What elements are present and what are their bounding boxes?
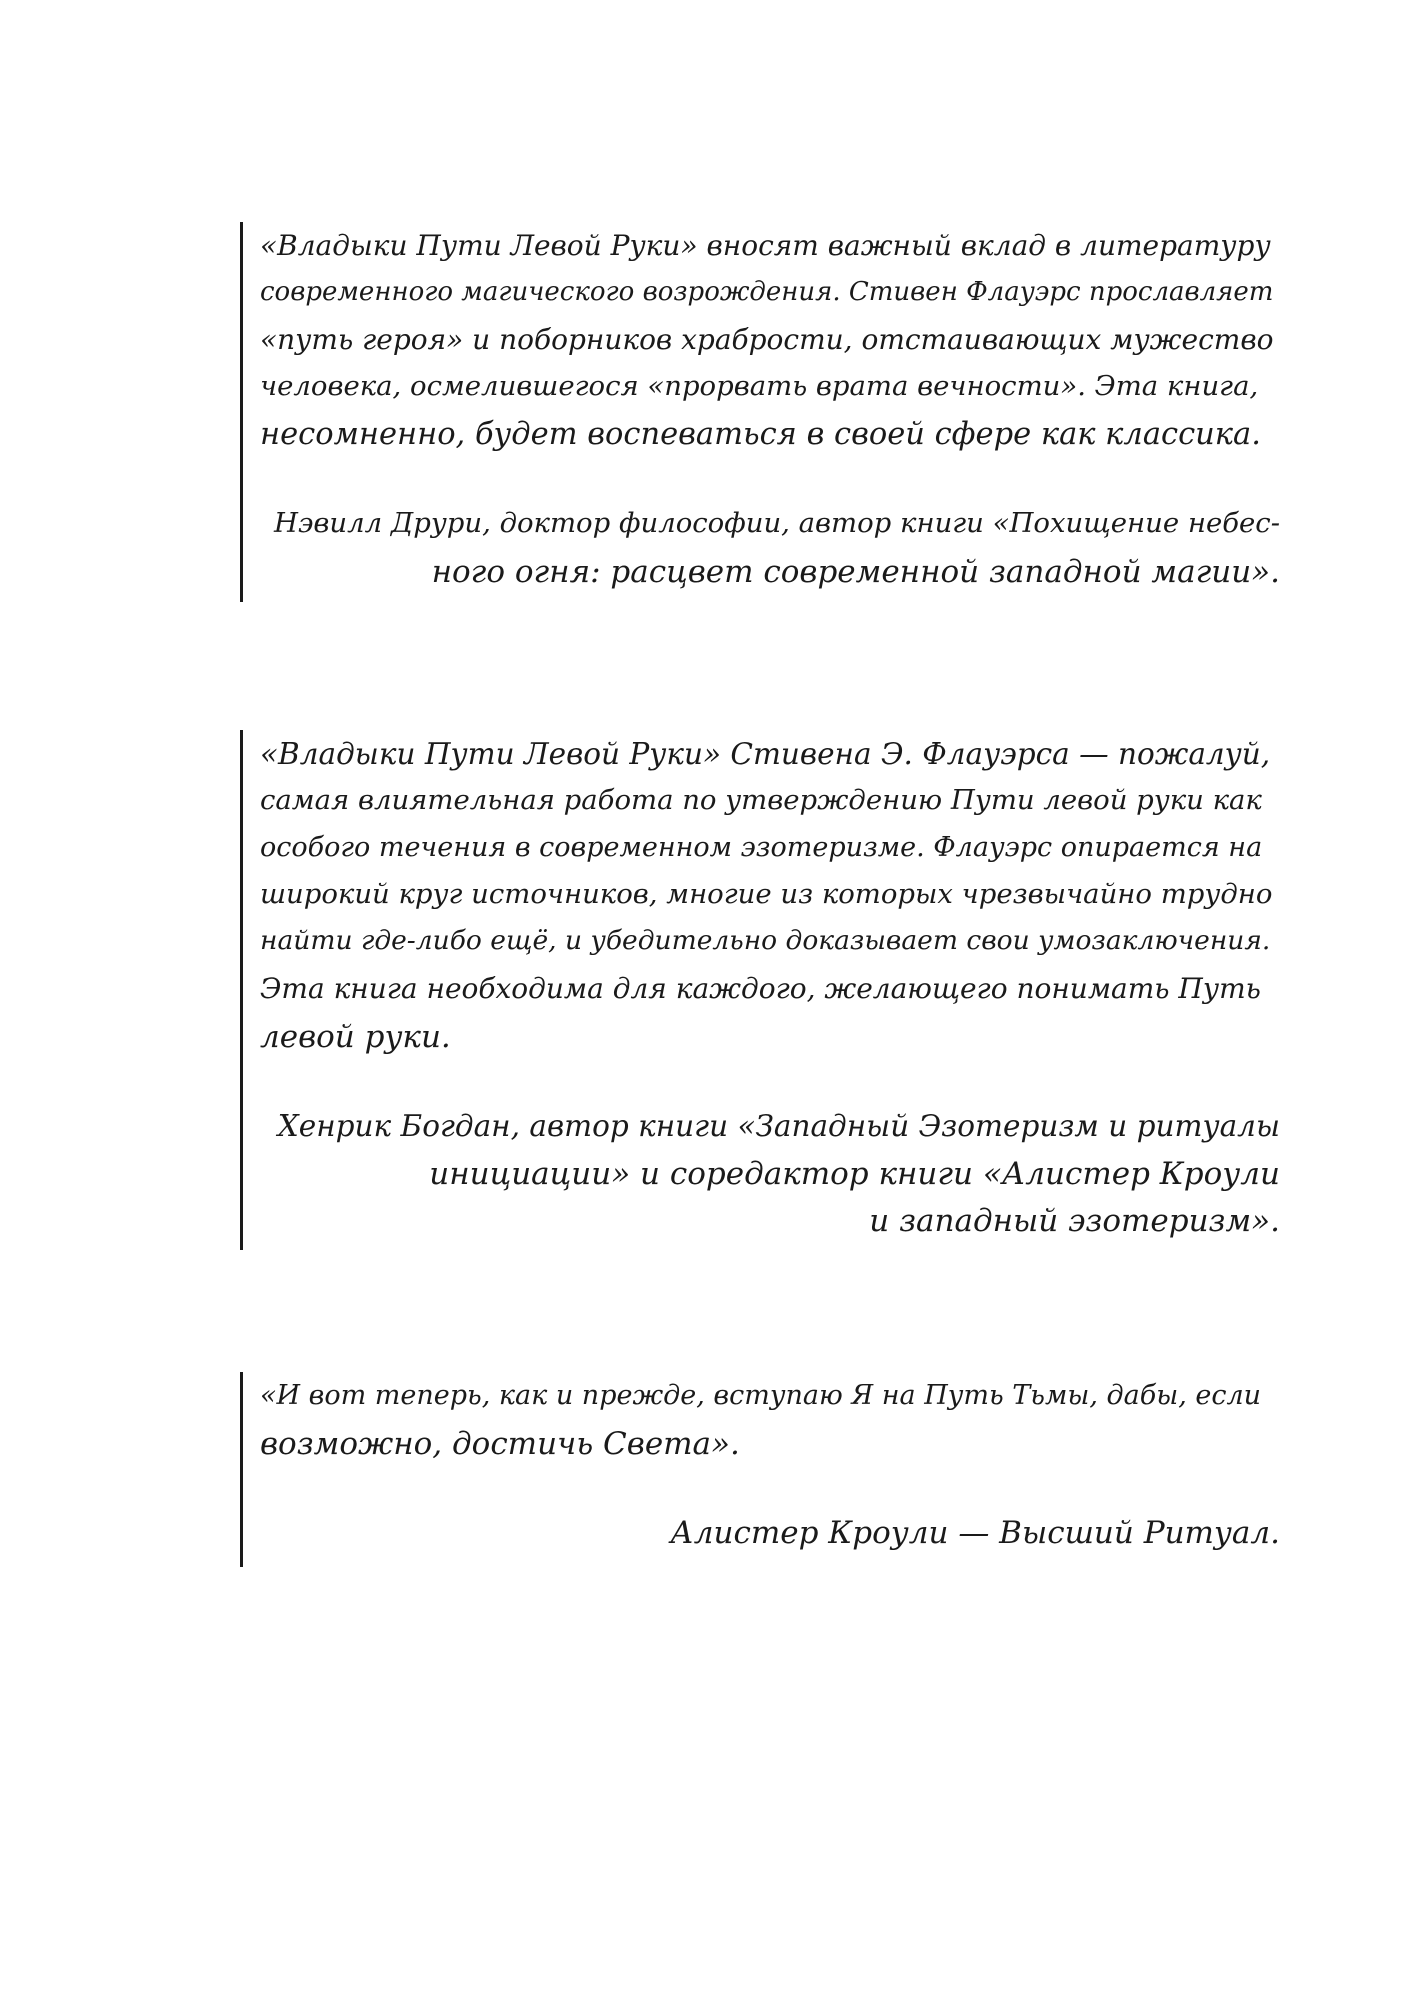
- quote-line: человека, осмелившегося «прорвать врата вечности». Эта книга,: [260, 370, 1259, 402]
- quote-block-1: [240, 222, 1280, 602]
- quote-line: «путь героя» и поборников храбрости, отстаивающих мужество: [260, 323, 1274, 356]
- attribution-line: Хенрик Богдан, автор книги «Западный Эзотеризм и ритуалы: [277, 1109, 1280, 1143]
- quote-line: «Владыки Пути Левой Руки» Стивена Э. Флауэрса — пожалуй,: [260, 737, 1271, 771]
- quote-line: найти где-либо ещё, и убедительно доказывает свои умозаключения.: [260, 925, 1271, 956]
- quote-line: особого течения в современном эзотеризме. Флауэрс опирается на: [260, 832, 1263, 863]
- quote-line: Эта книга необходима для каждого, желающего понимать Путь: [260, 972, 1261, 1005]
- quote-line: широкий круг источников, многие из которых чрезвычайно трудно: [260, 878, 1273, 910]
- attribution-line: инициации» и соредактор книги «Алистер Кроули: [429, 1156, 1280, 1192]
- quote-block-2: [240, 730, 1280, 1250]
- quote-rule: [240, 1372, 243, 1567]
- quote-line: современного магического возрождения. Стивен Флауэрс прославляет: [260, 277, 1274, 307]
- attribution-line: ного огня: расцвет современной западной магии».: [431, 554, 1280, 590]
- quote-line: самая влиятельная работа по утверждению Пути левой руки как: [260, 784, 1262, 816]
- quote-line: «Владыки Пути Левой Руки» вносят важный вклад в литературу: [260, 229, 1271, 262]
- quote-line: несомненно, будет воспеваться в своей сфере как классика.: [260, 417, 1261, 452]
- quote-line: «И вот теперь, как и прежде, вступаю Я на Путь Тьмы, дабы, если: [260, 1380, 1262, 1411]
- quote-line: левой руки.: [260, 1019, 451, 1055]
- quote-line: возможно, достичь Света».: [260, 1426, 740, 1462]
- attribution-line: Алистер Кроули — Высший Ритуал.: [670, 1515, 1280, 1551]
- quote-rule: [240, 730, 243, 1250]
- attribution-line: Нэвилл Друри, доктор философии, автор книги «Похищение небес-: [274, 507, 1280, 539]
- quote-rule: [240, 222, 243, 602]
- quote-block-3: [240, 1372, 1280, 1567]
- attribution-line: и западный эзотеризм».: [869, 1203, 1280, 1239]
